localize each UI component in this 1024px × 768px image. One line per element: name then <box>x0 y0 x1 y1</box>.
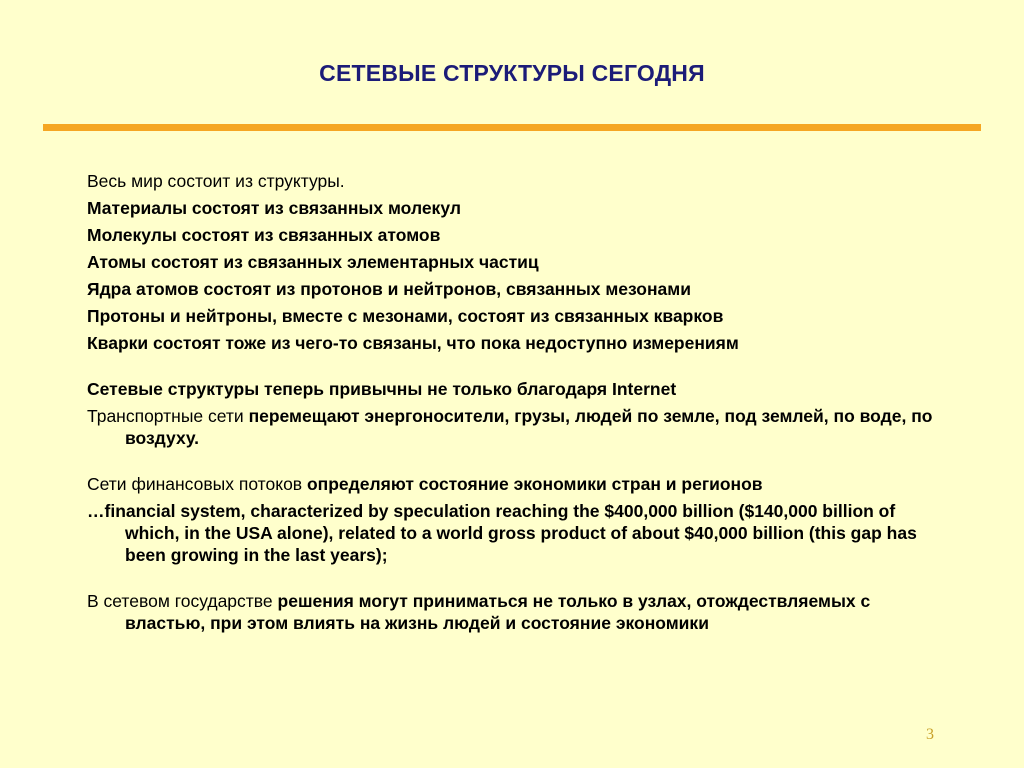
paragraph-materials: Материалы состоят из связанных молекул <box>87 198 461 218</box>
paragraph-spacer <box>87 359 947 378</box>
paragraph-network-state <box>87 590 947 634</box>
paragraph-quarks: Кварки состоят тоже из чего-то связаны, что пока недоступно измерениям <box>87 333 739 353</box>
paragraph-transport-rest: перемещают энергоносители, грузы, людей по земле, под землей, по воде, по воздуху. <box>125 406 933 448</box>
paragraph-network-state-rest: решения могут приниматься не только в узлах, отождествляемых с властью, при этом влиять на жизнь людей и состояние экономики <box>125 591 871 633</box>
slide-body <box>87 170 947 639</box>
paragraph-world-structure: Весь мир состоит из структуры. <box>87 171 345 191</box>
paragraph-spacer <box>87 454 947 473</box>
paragraph-financial-lead: Сети финансовых потоков <box>87 474 307 494</box>
title-underline <box>43 124 981 131</box>
paragraph-protons-neutrons: Протоны и нейтроны, вместе с мезонами, состоят из связанных кварков <box>87 306 724 326</box>
paragraph-spacer <box>87 571 947 590</box>
paragraph-transport-networks <box>87 405 947 449</box>
paragraph-molecules: Молекулы состоят из связанных атомов <box>87 225 441 245</box>
slide-title: СЕТЕВЫЕ СТРУКТУРЫ СЕГОДНЯ <box>319 60 705 86</box>
paragraph-network-structures: Сетевые структуры теперь привычны не только благодаря Internet <box>87 379 677 399</box>
paragraph-financial-networks <box>87 473 947 495</box>
page-number: 3 <box>926 726 934 743</box>
paragraph-financial-system: …financial system, characterized by speculation reaching the $400,000 billion ($140,000 billion of which, in the USA alone), related to a world gross product of about $40,000 billion (this gap has been growing in the last years); <box>87 501 917 565</box>
paragraph-transport-lead: Транспортные сети <box>87 406 249 426</box>
paragraph-nuclei: Ядра атомов состоят из протонов и нейтронов, связанных мезонами <box>87 279 691 299</box>
paragraph-financial-rest: определяют состояние экономики стран и регионов <box>306 474 763 494</box>
paragraph-atoms: Атомы состоят из связанных элементарных частиц <box>87 252 539 272</box>
paragraph-network-state-lead: В сетевом государстве <box>87 591 278 611</box>
